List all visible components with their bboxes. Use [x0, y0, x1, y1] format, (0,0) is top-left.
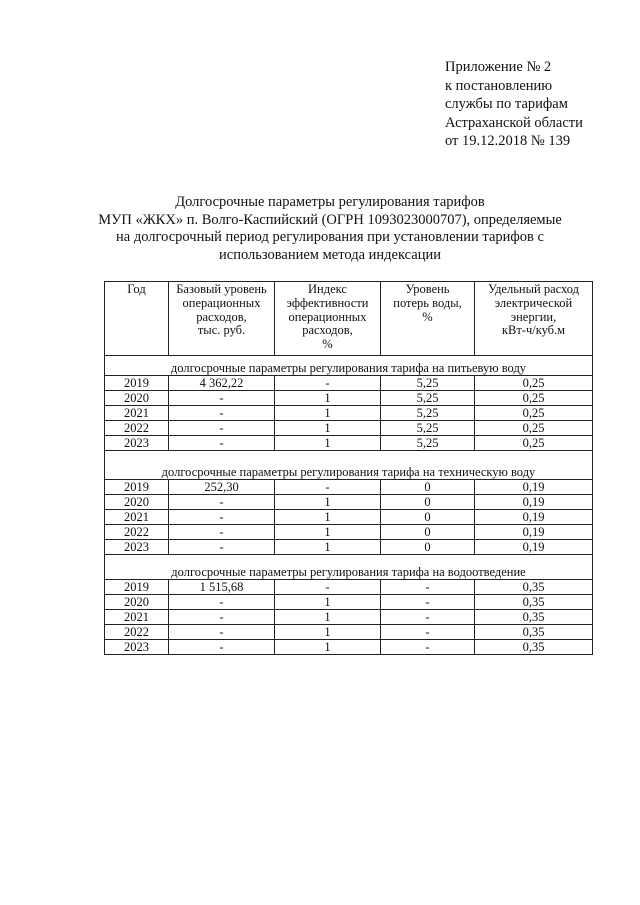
cell-energy: 0,25 [475, 376, 593, 391]
cell-energy: 0,19 [475, 495, 593, 510]
cell-efficiency-index: 1 [275, 436, 381, 451]
cell-efficiency-index: 1 [275, 595, 381, 610]
section-title-wastewater: долгосрочные параметры регулирования тарифа на водоотведение [105, 555, 593, 580]
appendix-line: к постановлению [445, 77, 553, 94]
cell-base-opex: - [169, 436, 275, 451]
table-row [105, 495, 593, 510]
cell-water-loss: 5,25 [381, 436, 475, 451]
appendix-line: Астраханской области [445, 114, 583, 131]
cell-energy: 0,19 [475, 540, 593, 555]
cell-year: 2023 [105, 436, 169, 451]
cell-base-opex: 4 362,22 [169, 376, 275, 391]
cell-year: 2023 [105, 540, 169, 555]
table-row [105, 376, 593, 391]
parameters-table [104, 281, 593, 655]
cell-water-loss: 0 [381, 540, 475, 555]
cell-water-loss: 5,25 [381, 421, 475, 436]
table-row [105, 391, 593, 406]
cell-energy: 0,35 [475, 595, 593, 610]
table-row [105, 640, 593, 655]
cell-year: 2020 [105, 391, 169, 406]
table-row [105, 436, 593, 451]
table-row [105, 540, 593, 555]
cell-efficiency-index: - [275, 480, 381, 495]
cell-base-opex: - [169, 406, 275, 421]
cell-base-opex: 252,30 [169, 480, 275, 495]
cell-efficiency-index: 1 [275, 540, 381, 555]
cell-energy: 0,35 [475, 580, 593, 595]
cell-base-opex: - [169, 525, 275, 540]
cell-base-opex: - [169, 540, 275, 555]
title-line: на долгосрочный период регулирования при установлении тарифов с [116, 229, 544, 245]
cell-base-opex: - [169, 510, 275, 525]
header-water-loss: Уровень потерь воды, % [381, 282, 475, 356]
cell-efficiency-index: 1 [275, 495, 381, 510]
header-year: Год [105, 282, 169, 356]
table-row [105, 406, 593, 421]
cell-water-loss: - [381, 580, 475, 595]
header-efficiency-index: Индекс эффективности операционных расходов, % [275, 282, 381, 356]
cell-efficiency-index: 1 [275, 391, 381, 406]
table-row [105, 580, 593, 595]
cell-year: 2023 [105, 640, 169, 655]
appendix-line: от 19.12.2018 № 139 [445, 133, 571, 150]
cell-energy: 0,19 [475, 480, 593, 495]
cell-base-opex: - [169, 625, 275, 640]
cell-energy: 0,35 [475, 625, 593, 640]
cell-water-loss: 5,25 [381, 376, 475, 391]
title-line: МУП «ЖКХ» п. Волго-Каспийский (ОГРН 1093023000707), определяемые [98, 211, 562, 228]
table-header-row [105, 282, 593, 356]
table-row [105, 510, 593, 525]
table-row [105, 595, 593, 610]
table-row [105, 525, 593, 540]
cell-efficiency-index: 1 [275, 525, 381, 540]
cell-water-loss: 5,25 [381, 391, 475, 406]
cell-energy: 0,19 [475, 510, 593, 525]
cell-efficiency-index: 1 [275, 421, 381, 436]
cell-water-loss: - [381, 595, 475, 610]
cell-base-opex: - [169, 495, 275, 510]
section-title-drinking-water: долгосрочные параметры регулирования тарифа на питьевую воду [105, 356, 593, 376]
cell-year: 2021 [105, 610, 169, 625]
section-title-technical-water: долгосрочные параметры регулирования тарифа на техническую воду [105, 451, 593, 480]
title-line: использованием метода индексации [219, 246, 441, 263]
cell-efficiency-index: 1 [275, 625, 381, 640]
cell-water-loss: 0 [381, 480, 475, 495]
section-row [105, 356, 593, 376]
cell-water-loss: 0 [381, 510, 475, 525]
cell-water-loss: - [381, 625, 475, 640]
cell-water-loss: - [381, 610, 475, 625]
cell-water-loss: 0 [381, 495, 475, 510]
cell-year: 2022 [105, 421, 169, 436]
table-row [105, 610, 593, 625]
cell-energy: 0,25 [475, 436, 593, 451]
cell-year: 2022 [105, 625, 169, 640]
cell-base-opex: - [169, 391, 275, 406]
cell-year: 2020 [105, 495, 169, 510]
cell-year: 2021 [105, 406, 169, 421]
header-base-opex: Базовый уровень операционных расходов, тыс. руб. [169, 282, 275, 356]
cell-base-opex: - [169, 421, 275, 436]
cell-water-loss: 0 [381, 525, 475, 540]
table-row [105, 625, 593, 640]
cell-efficiency-index: - [275, 376, 381, 391]
cell-year: 2019 [105, 580, 169, 595]
cell-base-opex: 1 515,68 [169, 580, 275, 595]
document-title [90, 194, 570, 264]
cell-energy: 0,35 [475, 610, 593, 625]
cell-energy: 0,25 [475, 406, 593, 421]
cell-energy: 0,19 [475, 525, 593, 540]
appendix-line: Приложение № 2 [445, 59, 552, 75]
cell-energy: 0,25 [475, 391, 593, 406]
cell-water-loss: 5,25 [381, 406, 475, 421]
title-line: Долгосрочные параметры регулирования тарифов [175, 194, 485, 210]
cell-base-opex: - [169, 610, 275, 625]
cell-efficiency-index: 1 [275, 510, 381, 525]
cell-year: 2019 [105, 376, 169, 391]
cell-efficiency-index: - [275, 580, 381, 595]
appendix-line: службы по тарифам [445, 96, 568, 113]
cell-efficiency-index: 1 [275, 640, 381, 655]
cell-water-loss: - [381, 640, 475, 655]
cell-energy: 0,35 [475, 640, 593, 655]
cell-base-opex: - [169, 595, 275, 610]
appendix-block [445, 58, 583, 151]
cell-base-opex: - [169, 640, 275, 655]
section-row [105, 451, 593, 480]
table-row [105, 480, 593, 495]
cell-year: 2020 [105, 595, 169, 610]
cell-efficiency-index: 1 [275, 610, 381, 625]
cell-efficiency-index: 1 [275, 406, 381, 421]
cell-year: 2019 [105, 480, 169, 495]
cell-year: 2021 [105, 510, 169, 525]
section-row [105, 555, 593, 580]
table-row [105, 421, 593, 436]
cell-year: 2022 [105, 525, 169, 540]
header-energy-consumption: Удельный расход электрической энергии, кВт-ч/куб.м [475, 282, 593, 356]
cell-energy: 0,25 [475, 421, 593, 436]
